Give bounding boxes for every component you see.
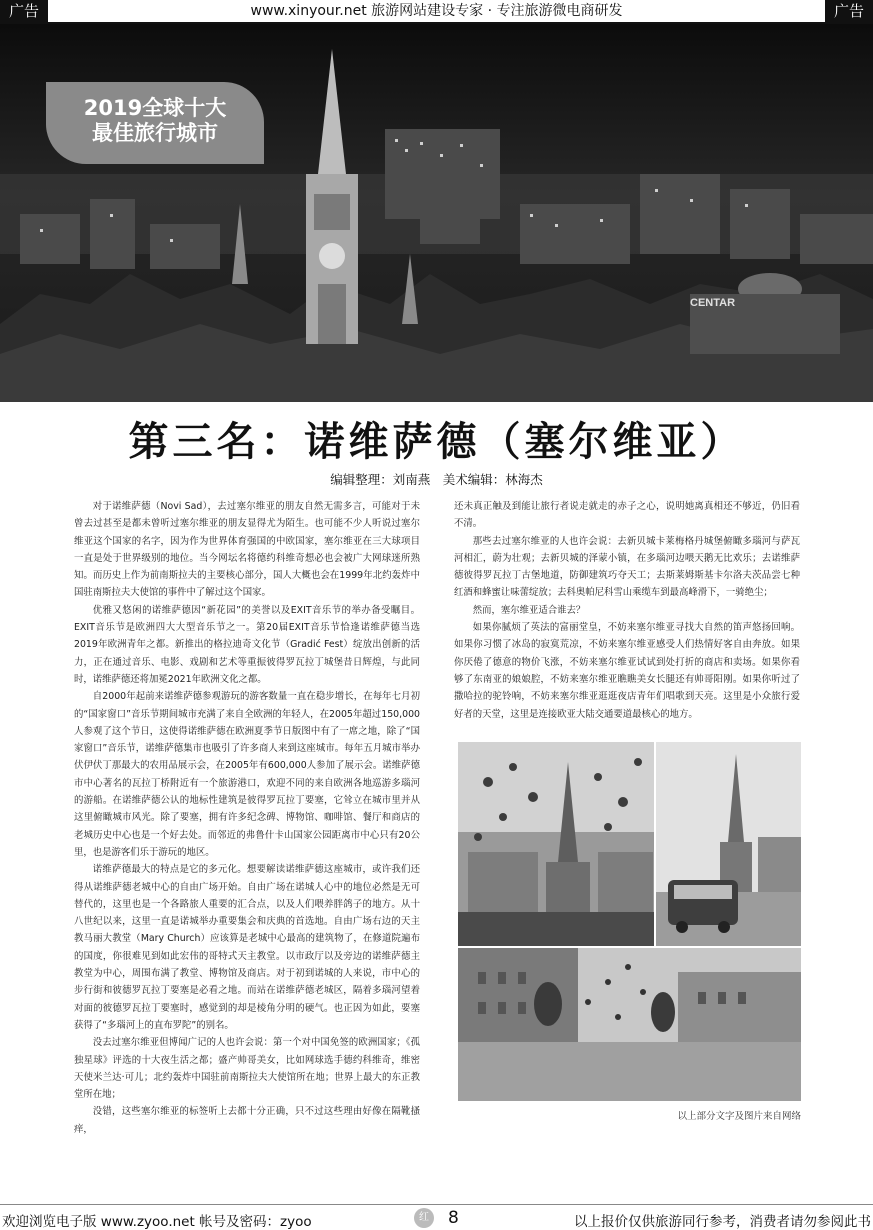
left-paragraph-3: 自2000年起前来诺维萨德参观游玩的游客数量一直在稳步增长，在每年七月初的“国家窗口”音乐节期间城市充满了来自全欧洲的年轻人，在2005年超过150,000人参观了这个节日，这使得诺维萨德在欧洲夏季节日版图中有了一席之地，除了“国家窗口”音乐节，诺维萨德集市也吸引了许多商人来到这座城市。每年五月城市举办伏伊伏丁那最大的农用品展示会，在2005年有600,000人参加了展示会。诺维萨德市中心著名的瓦拉丁桥附近有一个旅游港口，欢迎不同的来自欧洲各地巡游多瑙河的游船。在诺维萨德公认的地标性建筑是彼得罗瓦拉丁要塞，它耸立在城市里并从这里俯瞰城市风光。除了要塞，拥有许多纪念碑、博物馆、咖啡馆、餐厅和商店的老城历史中心也是一个好去处。而邻近的弗鲁什卡山国家公园距离市中心只有20公里，也是游客们乐于游玩的地区。 <box>74 691 420 858</box>
centar-sign: CENTAR <box>690 297 736 309</box>
photo-square-pigeons <box>458 948 801 1101</box>
badge-line-2: 最佳旅行城市 <box>92 121 218 145</box>
ranking-badge <box>46 82 264 164</box>
ad-label-left: 广告 <box>0 0 48 22</box>
footer-ebook-info[interactable]: 欢迎浏览电子版 www.zyoo.net 帐号及密码：zyoo <box>2 1214 312 1230</box>
right-paragraph-4: 如果你腻烦了英法的富丽堂皇，不妨来塞尔维亚寻找大自然的笛声悠扬回响。如果你习惯了冰岛的寂寞荒凉，不妨来塞尔维亚感受人们热情好客自由奔放。如果你厌倦了德意的物价飞涨，不妨来塞尔维亚试试到处打折的商店和卖场。如果你看够了东南亚的娘娘腔，不妨来塞尔维亚瞧瞧美女长腿还有帅哥阳刚。如果你听过了撒哈拉的驼铃响，不妨来塞尔维亚逛逛夜店青年们唱歌到天亮。这里是小众旅行爱好者的天堂，这里是连接欧亚大陆交通要道最核心的地方。 <box>454 622 800 720</box>
site-header[interactable]: www.xinyour.net 旅游网站建设专家 · 专注旅游微电商研发 <box>250 3 623 19</box>
left-paragraph-1: 对于诺维萨德（Novi Sad），去过塞尔维亚的朋友自然无需多言，可能对于未曾去过甚至是都未曾听过塞尔维亚的朋友显得尤为陌生。也可能不少人听说过塞尔维亚这个国家的名字，因为作为世界体育强国的中欧国家，塞尔维亚在三大球项目一直是处于世界级别的地位。当今网坛名将德约科维奇想必也会被广大网球迷所熟知。而历史上作为前南斯拉夫的主要核心部分，国人大概也会在1999年北约轰炸中国驻南斯拉夫大使馆的事件中了解过这个国家。 <box>74 501 420 599</box>
left-paragraph-4: 诺维萨德最大的特点是它的多元化。想要解读诺维萨德这座城市，或许我们还得从诺维萨德老城中心的自由广场开始。自由广场在诺城人心中的地位必然是无可替代的，这里也是一个各路旅人重要的汇合点，以及人们喂养胖鸽子的地方。从十八世纪以来，这里一直是诺城举办重要集会和庆典的首选地。自由广场右边的天主教马丽大教堂（Mary Church）应该算是老城中心最高的建筑物了，在修道院遍布的国度，你很难见到如此宏伟的哥特式天主教堂。以市政厅以及旁边的诺维萨德主教堂为中心，周围布满了教堂、博物馆及商店。对于初到诺城的人来说，市中心的步行街和彼德罗瓦拉丁要塞是必看之地。而站在诺维萨德老城区，隔着多瑙河望着对面的彼德罗瓦拉丁要塞时，感觉到的却是棱角分明的硬气。也正因为如此，要塞获得了“多瑙河上的直布罗陀”的别名。 <box>74 864 420 1031</box>
badge-line-1: 2019全球十大 <box>83 96 227 120</box>
footer-divider <box>0 1204 873 1205</box>
left-paragraph-6: 没错，这些塞尔维亚的标签听上去都十分正确，只不过这些理由好像在隔靴搔痒， <box>74 1106 420 1135</box>
right-paragraph-2: 那些去过塞尔维亚的人也许会说：去新贝城卡莱梅格丹城堡俯瞰多瑙河与萨瓦河相汇，蔚为壮观；去新贝城的泽蒙小镇，在多瑙河边喂天鹅无比欢乐；去诺维萨德彼得罗瓦拉丁古堡地道，防御建筑巧夺天工；去斯莱姆斯基卡尔洛夫茨品尝七种红酒和蜂蜜让味蕾绽放；去科奥帕尼科雪山乘缆车到最高峰滑下，一骑绝尘； <box>454 535 800 599</box>
editor-credit: 编辑整理：刘南燕 美术编辑：林海杰 <box>330 472 543 487</box>
right-paragraph-3: 然而，塞尔维亚适合谁去？ <box>472 604 586 616</box>
left-column <box>74 498 420 1138</box>
hero-night-city-image <box>0 24 873 402</box>
right-paragraph-1: 还未真正触及到能让旅行者说走就走的赤子之心，说明她离真相还不够近，仍旧看不清。 <box>454 501 800 530</box>
photo-collage <box>458 742 801 1101</box>
footer-disclaimer: 以上报价仅供旅游同行参考，消费者请勿参阅此书 <box>574 1214 871 1230</box>
hero-photo <box>0 24 873 402</box>
photo-square-balloons <box>458 742 654 946</box>
article-title: 第三名：诺维萨德（塞尔维亚） <box>128 419 745 465</box>
photo-cathedral-van <box>656 742 801 946</box>
page-indicator <box>414 1206 459 1230</box>
ad-label-right: 广告 <box>825 0 873 22</box>
right-column <box>454 498 800 723</box>
left-paragraph-5: 没去过塞尔维亚但博闻广记的人也许会说：第一个对中国免签的欧洲国家；《孤独星球》评选的十大夜生活之都；盛产帅哥美女，比如网球选手德约科维奇，维密天使米兰达·可儿；北约轰炸中国驻前南斯拉夫大使馆所在地；世界上最大的东正教堂所在地； <box>74 1037 420 1101</box>
page-mark-icon: 红 <box>414 1208 434 1228</box>
left-paragraph-2: 优雅又悠闲的诺维萨德因“新花园”的美誉以及EXIT音乐节的举办备受瞩目。EXIT音乐节是欧洲四大大型音乐节之一。第20届EXIT音乐节恰逢诺维萨德当选2019年欧洲青年之都。新推出的格拉迪奇文化节（Gradić Fest）绽放出创新的活力，正在通过音乐、电影、戏剧和艺术等重振彼得罗瓦拉丁城堡昔日辉煌，与此同时，诺维萨德还将加冕2021年欧洲文化之都。 <box>74 604 420 685</box>
page-number: 8 <box>448 1208 459 1228</box>
photo-caption: 以上部分文字及图片来自网络 <box>677 1111 801 1122</box>
